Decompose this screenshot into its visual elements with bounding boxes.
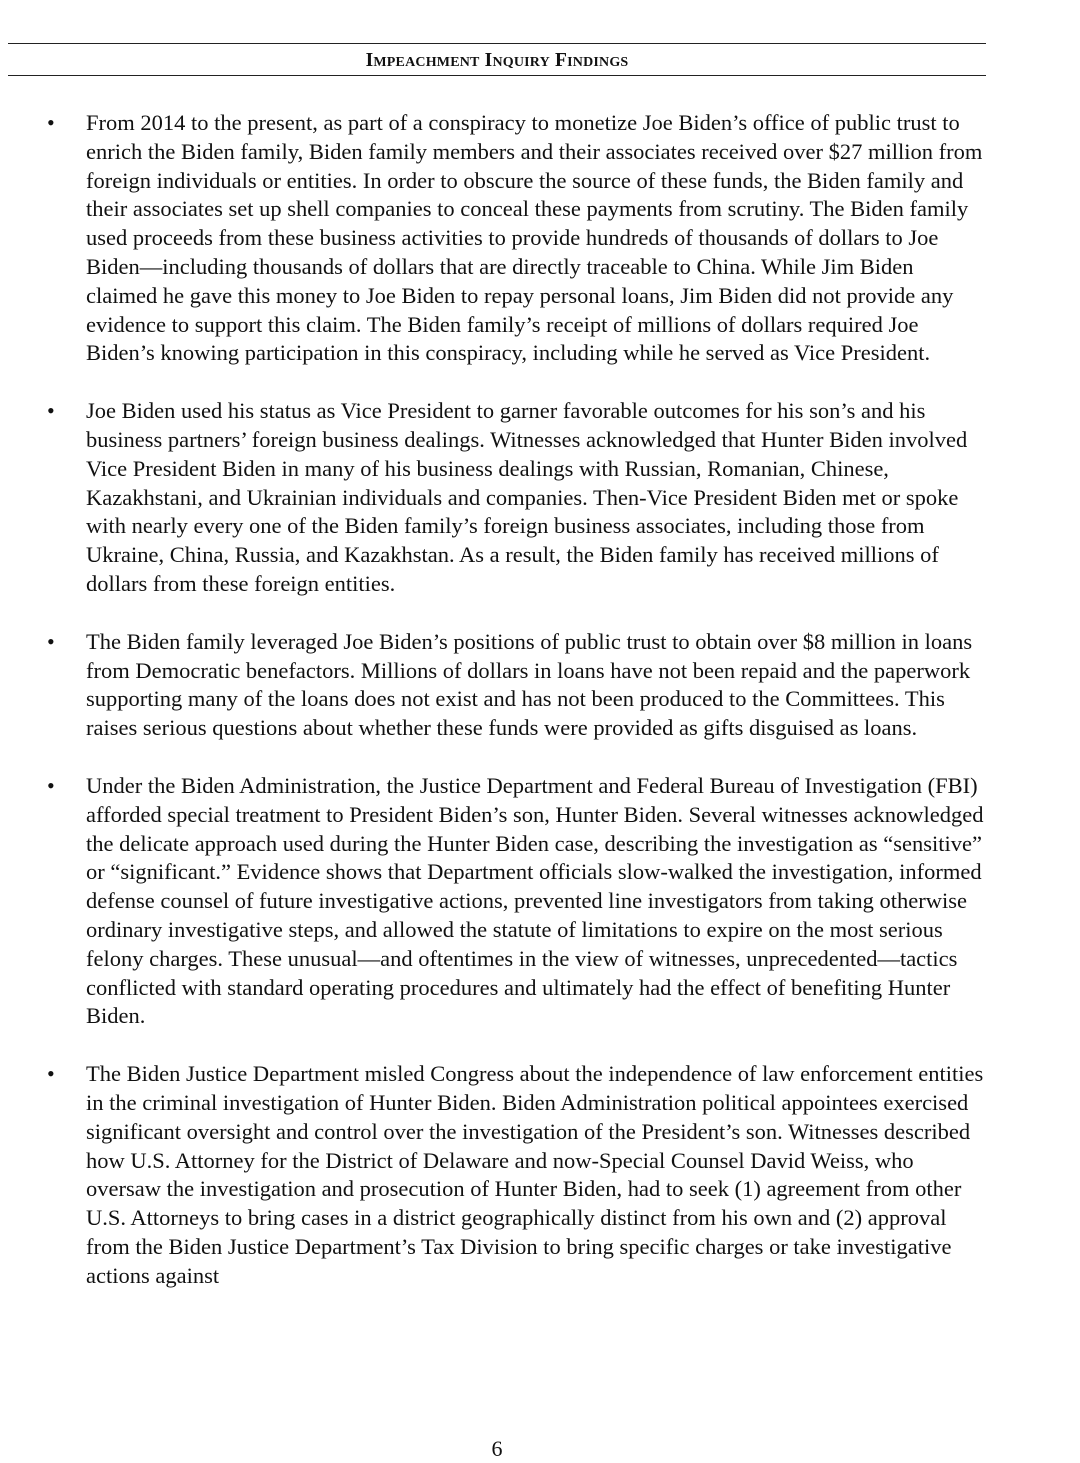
bullet-icon: •: [47, 398, 55, 424]
finding-text: The Biden family leveraged Joe Biden’s positions of public trust to obtain over $8 million in loans from Democratic benefactors. Millions of dollars in loans have not been repaid and the paperwork supporting many of the loans does not exist and has not been produced to the Committees. This raises serious questions about whether these funds were provided as gifts disguised as loans.: [86, 628, 973, 741]
finding-item: [0, 628, 986, 743]
bullet-icon: •: [47, 1061, 55, 1087]
finding-item: [0, 1060, 986, 1290]
finding-text: Joe Biden used his status as Vice President to garner favorable outcomes for his son’s and his business partners’ foreign business dealings. Witnesses acknowledged that Hunter Biden involved Vice President Biden in many of his business dealings with Russian, Romanian, Chinese, Kazakhstani, and Ukrainian individuals and companies. Then-Vice President Biden met or spoke with nearly every one of the Biden family’s foreign business associates, including those from Ukraine, China, Russia, and Kazakhstan. As a result, the Biden family has received millions of dollars from these foreign entities.: [86, 398, 968, 596]
bullet-icon: •: [47, 628, 55, 654]
findings-list: [0, 109, 1000, 1319]
page-number: 6: [491, 1436, 503, 1461]
finding-text: The Biden Justice Department misled Congress about the independence of law enforcement entities in the criminal investigation of Hunter Biden. Biden Administration political appointees exercised significant oversight and control over the investigation of the President’s son. Witnesses described how U.S. Attorney for the District of Delaware and now-Special Counsel David Weiss, who oversaw the investigation and prosecution of Hunter Biden, had to seek (1) agreement from other U.S. Attorneys to bring cases in a district geographically distinct from his own and (2) approval from the Biden Justice Department’s Tax Division to bring specific charges or take investigative actions against: [86, 1061, 984, 1288]
page-title: Impeachment Inquiry Findings: [365, 50, 629, 71]
finding-text: Under the Biden Administration, the Justice Department and Federal Bureau of Investigation (FBI) afforded special treatment to President Biden’s son, Hunter Biden. Several witnesses acknowledged the delicate approach used during the Hunter Biden case, describing the investigation as “sensitive” or “significant.” Evidence shows that Department officials slow-walked the investigation, informed defense counsel of future investigative actions, prevented line investigators from taking otherwise ordinary investigative steps, and allowed the statute of limitations to expire on the most serious felony charges. These unusual—and oftentimes in the view of witnesses, unprecedented—tactics conflicted with standard operating procedures and ultimately had the effect of benefiting Hunter Biden.: [86, 772, 984, 1029]
finding-item: [0, 109, 986, 368]
bullet-icon: •: [47, 772, 55, 798]
bullet-icon: •: [47, 110, 55, 135]
finding-item: [0, 772, 986, 1031]
page-header: [8, 43, 986, 76]
finding-text: From 2014 to the present, as part of a conspiracy to monetize Joe Biden’s office of public trust to enrich the Biden family, Biden family members and their associates received over $27 million from foreign individuals or entities. In order to obscure the source of these funds, the Biden family and their associates set up shell companies to conceal these payments from scrutiny. The Biden family used proceeds from these business activities to provide hundreds of thousands of dollars to Joe Biden—including thousands of dollars that are directly traceable to China. While Jim Biden claimed he gave this money to Joe Biden to repay personal loans, Jim Biden did not provide any evidence to support this claim. The Biden family’s receipt of millions of dollars required Joe Biden’s knowing participation in this conspiracy, including while he served as Vice President.: [86, 110, 983, 366]
finding-item: [0, 397, 986, 599]
